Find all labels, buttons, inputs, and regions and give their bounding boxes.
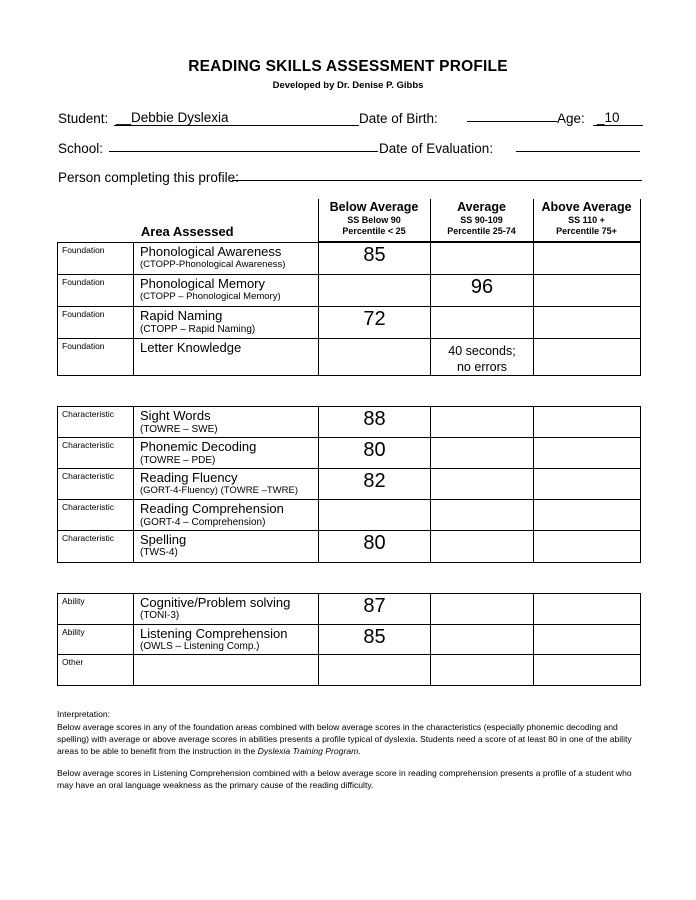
- score-below-average[interactable]: 80: [319, 530, 431, 562]
- area-name: Cognitive/Problem solving: [140, 594, 291, 610]
- table-row: [58, 655, 641, 686]
- page-subtitle: Developed by Dr. Denise P. Gibbs: [272, 80, 424, 91]
- school-field[interactable]: [58, 141, 378, 156]
- row-category: Characteristic: [58, 407, 134, 438]
- above-average-percentile: Percentile 75+: [556, 226, 617, 237]
- score-average[interactable]: [431, 500, 534, 531]
- average-title: Average: [457, 200, 506, 214]
- interp-p1-part2: .: [358, 745, 361, 756]
- score-above-average[interactable]: [534, 624, 641, 655]
- score-average[interactable]: [431, 655, 534, 686]
- table-row: [58, 275, 641, 307]
- interpretation-paragraph-1: [57, 721, 644, 758]
- row-area: [134, 438, 319, 469]
- area-name: Spelling: [140, 531, 187, 547]
- area-instrument: (CTOPP – Rapid Naming): [140, 323, 256, 335]
- row-area: [134, 655, 319, 686]
- form-row-person-completing: [58, 170, 640, 185]
- score-below-average[interactable]: 82: [319, 469, 431, 500]
- table-row: [58, 593, 641, 624]
- student-input[interactable]: __Debbie Dyslexia: [114, 110, 359, 126]
- school-input[interactable]: [109, 151, 378, 152]
- score-above-average[interactable]: [534, 307, 641, 339]
- column-header-area: Area Assessed: [140, 223, 234, 239]
- form-row-student-dob-age: [58, 111, 640, 127]
- score-average[interactable]: [431, 438, 534, 469]
- score-above-average[interactable]: [534, 500, 641, 531]
- area-instrument: (TWS-4): [140, 547, 178, 559]
- above-average-title: Above Average: [541, 200, 632, 214]
- section-gap-1: [57, 376, 640, 406]
- area-name: Reading Fluency: [140, 470, 238, 486]
- row-category: Foundation: [58, 275, 134, 307]
- age-input[interactable]: _10: [593, 110, 643, 126]
- interpretation-paragraph-2: Below average scores in Listening Comprehension combined with a below average score in reading comprehension presents a profile of a student who may have an oral language weakness as the primary cause of the reading difficulty.: [57, 768, 632, 791]
- row-area: [134, 307, 319, 339]
- row-category: Foundation: [58, 243, 134, 275]
- table-row: [58, 624, 641, 655]
- row-area: [134, 530, 319, 562]
- ability-section: [57, 593, 641, 686]
- score-below-average[interactable]: 87: [319, 593, 431, 624]
- table-header-row: [57, 199, 640, 242]
- interp-p1-italic: Dyslexia Training Program: [257, 745, 359, 756]
- area-name: Rapid Naming: [140, 308, 223, 324]
- score-average[interactable]: [431, 593, 534, 624]
- row-area: [134, 593, 319, 624]
- school-label: School:: [58, 141, 104, 156]
- area-name: Phonological Awareness: [140, 244, 282, 260]
- row-area: [134, 275, 319, 307]
- dob-label: Date of Birth:: [359, 111, 438, 126]
- student-field[interactable]: [58, 111, 359, 127]
- area-instrument: (GORT-4-Fluency) (TOWRE –TWRE): [140, 484, 298, 496]
- row-category: Characteristic: [58, 438, 134, 469]
- row-category: Ability: [58, 624, 134, 655]
- score-average[interactable]: [431, 469, 534, 500]
- area-name: Listening Comprehension: [140, 625, 288, 641]
- score-above-average[interactable]: [534, 243, 641, 275]
- score-above-average[interactable]: [534, 275, 641, 307]
- area-instrument: (GORT-4 – Comprehension): [140, 516, 266, 528]
- area-instrument: (CTOPP – Phonological Memory): [140, 290, 281, 302]
- score-average[interactable]: 40 seconds; no errors: [431, 339, 534, 376]
- row-category: Foundation: [58, 307, 134, 339]
- score-above-average[interactable]: [534, 339, 641, 376]
- score-average[interactable]: [431, 243, 534, 275]
- form-row-school-evaluation: [58, 141, 640, 156]
- row-category: Characteristic: [58, 530, 134, 562]
- table-row: [58, 530, 641, 562]
- table-row: [58, 243, 641, 275]
- score-average[interactable]: [431, 307, 534, 339]
- score-average[interactable]: [431, 624, 534, 655]
- score-above-average[interactable]: [534, 438, 641, 469]
- row-category: Characteristic: [58, 469, 134, 500]
- score-below-average[interactable]: 85: [319, 243, 431, 275]
- score-below-average[interactable]: [319, 339, 431, 376]
- average-ss: SS 90-109: [460, 214, 503, 225]
- row-area: [134, 243, 319, 275]
- dob-input[interactable]: [467, 121, 557, 122]
- area-instrument: (TOWRE – SWE): [140, 423, 218, 435]
- row-area: [134, 500, 319, 531]
- score-below-average[interactable]: 85: [319, 624, 431, 655]
- title-block: [0, 0, 696, 91]
- person-completing-label: Person completing this profile:: [58, 170, 239, 185]
- below-average-ss: SS Below 90: [347, 214, 401, 225]
- score-average[interactable]: [431, 407, 534, 438]
- row-area: [134, 407, 319, 438]
- table-row: [58, 339, 641, 376]
- person-completing-input[interactable]: [232, 180, 642, 181]
- date-of-evaluation-label: Date of Evaluation:: [379, 141, 494, 156]
- page-title: READING SKILLS ASSESSMENT PROFILE: [188, 58, 508, 75]
- characteristic-rows: [58, 407, 641, 563]
- area-name: Phonological Memory: [140, 276, 266, 292]
- score-average[interactable]: [431, 530, 534, 562]
- age-label: Age:: [557, 111, 585, 126]
- characteristic-section: [57, 406, 641, 563]
- table-header: [57, 199, 641, 242]
- area-name: Phonemic Decoding: [140, 439, 257, 455]
- dob-field[interactable]: [359, 111, 557, 126]
- table-row: [58, 307, 641, 339]
- form-fields: [58, 91, 640, 185]
- score-above-average[interactable]: [534, 593, 641, 624]
- column-header-below-average: [318, 199, 430, 242]
- row-category: Characteristic: [58, 500, 134, 531]
- person-completing-field[interactable]: [58, 170, 642, 185]
- assessment-table: [57, 199, 640, 686]
- below-average-title: Below Average: [329, 200, 419, 214]
- score-below-average[interactable]: [319, 500, 431, 531]
- date-of-evaluation-field[interactable]: [379, 141, 640, 156]
- ability-rows: [58, 593, 641, 685]
- interpretation-heading: Interpretation:: [57, 709, 111, 720]
- score-above-average[interactable]: [534, 469, 641, 500]
- area-instrument: (CTOPP-Phonological Awareness): [140, 258, 286, 270]
- score-below-average[interactable]: 88: [319, 407, 431, 438]
- foundation-rows: [58, 243, 641, 376]
- average-percentile: Percentile 25-74: [447, 226, 516, 237]
- interp-p1-part1: Below average scores in any of the foundation areas combined with below average scores in the characteristics (especially phonemic decoding and spelling) with average or above average scores in abilities presents a profile typical of dyslexia. Students need a score of at least 80 in one of the ability areas to be able to benefit from the instruction in the: [57, 721, 632, 756]
- score-average[interactable]: 96: [431, 275, 534, 307]
- column-header-average: [430, 199, 533, 242]
- row-area: [134, 624, 319, 655]
- table-row: [58, 500, 641, 531]
- score-above-average[interactable]: [534, 407, 641, 438]
- table-row: [58, 407, 641, 438]
- area-name: Letter Knowledge: [140, 340, 242, 356]
- row-area: [134, 469, 319, 500]
- row-area: [134, 339, 319, 376]
- student-label: Student:: [58, 111, 109, 126]
- above-average-ss: SS 110 +: [568, 214, 605, 225]
- age-field[interactable]: [557, 111, 643, 127]
- area-name: Reading Comprehension: [140, 501, 284, 517]
- row-category: Ability: [58, 593, 134, 624]
- area-name: Sight Words: [140, 408, 211, 424]
- score-below-average[interactable]: [319, 655, 431, 686]
- area-instrument: (TOWRE – PDE): [140, 454, 216, 466]
- below-average-percentile: Percentile < 25: [342, 226, 406, 237]
- score-below-average[interactable]: 80: [319, 438, 431, 469]
- score-above-average[interactable]: [534, 655, 641, 686]
- score-below-average[interactable]: 72: [319, 307, 431, 339]
- row-category: Other: [58, 655, 134, 686]
- section-gap-2: [57, 563, 640, 593]
- score-above-average[interactable]: [534, 530, 641, 562]
- table-row: [58, 469, 641, 500]
- date-of-evaluation-input[interactable]: [516, 151, 640, 152]
- table-row: [58, 438, 641, 469]
- score-below-average[interactable]: [319, 275, 431, 307]
- interpretation-section: [57, 686, 644, 791]
- foundation-section: [57, 242, 641, 376]
- area-instrument: (OWLS – Listening Comp.): [140, 641, 260, 653]
- area-instrument: (TONI-3): [140, 610, 180, 622]
- row-category: Foundation: [58, 339, 134, 376]
- column-header-above-average: [533, 199, 640, 242]
